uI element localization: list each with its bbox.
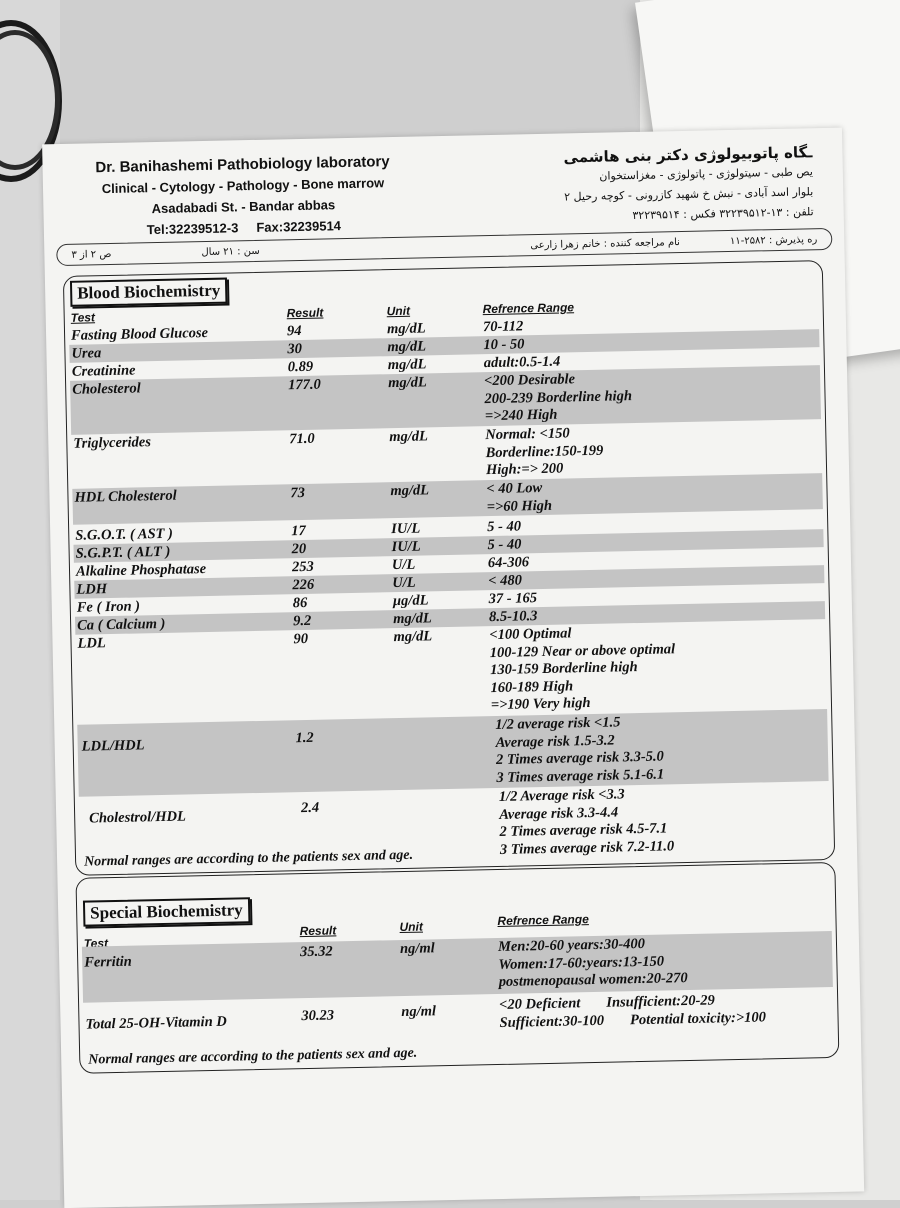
column-header-unit: Unit [399, 919, 424, 935]
special-biochemistry-section [75, 862, 839, 1074]
test-name: HDL Cholesterol [74, 487, 177, 506]
test-result: 86 [292, 594, 308, 612]
lab-address-en: Asadabadi St. - Bandar abbas [151, 197, 336, 217]
test-unit: U/L [391, 556, 416, 574]
patient-name: نام مراجعه کننده : خانم زهرا زارعی [530, 236, 681, 251]
test-name: Ca ( Calcium ) [77, 615, 166, 634]
test-result: 177.0 [288, 376, 321, 394]
test-unit: mg/dL [387, 338, 427, 356]
test-result: 17 [291, 522, 306, 540]
range-line: Men:20-60 years:30-400 [497, 935, 646, 956]
test-name: Alkaline Phosphatase [75, 561, 207, 580]
column-header-range: Refrence Range [497, 912, 589, 929]
range-insufficient: Insufficient:20-29 [606, 992, 715, 1011]
range-line: < 480 [488, 572, 523, 590]
test-unit: IU/L [391, 538, 421, 556]
test-unit: mg/dL [393, 628, 433, 646]
lab-info-persian [422, 142, 814, 230]
reference-range [488, 572, 522, 590]
range-line: 200-239 Borderline high [484, 387, 633, 407]
range-line: Women:17-60:years:13-150 [498, 953, 665, 973]
admission-number: ره پذیرش : ۲۵۸۲-۱۱ [729, 233, 818, 247]
range-line: 5 - 40 [487, 536, 522, 554]
reference-range [489, 608, 538, 627]
test-result: 30 [287, 340, 303, 358]
test-unit: mg/dL [387, 374, 427, 392]
test-unit: mg/dL [392, 610, 432, 628]
test-unit: µg/dL [392, 592, 429, 610]
range-line: 160-189 High [490, 677, 574, 696]
reference-range [489, 623, 676, 714]
column-header-result: Result [286, 305, 324, 321]
range-deficient: <20 Deficient [499, 995, 581, 1013]
reference-range [499, 785, 675, 859]
reference-range [499, 991, 766, 1032]
range-line: 100-129 Near or above optimal [489, 640, 676, 661]
test-name: S.G.P.T. ( ALT ) [75, 543, 171, 562]
test-unit: mg/dL [389, 428, 429, 446]
test-unit: ng/ml [399, 940, 435, 958]
column-header-range: Refrence Range [482, 300, 575, 317]
range-line: 1/2 average risk <1.5 [495, 714, 621, 734]
range-line: < 40 Low [486, 479, 543, 498]
range-line: 1/2 Average risk <3.3 [498, 786, 625, 805]
test-unit: IU/L [391, 520, 421, 538]
lab-address-fa: بلوار اسد آبادی - نبش خ شهید کازرونی - کوچه رحیل ۲ [564, 185, 814, 204]
lab-fax-en: Fax:32239514 [256, 218, 342, 235]
test-result: 73 [290, 484, 306, 502]
range-line: =>60 High [486, 497, 553, 515]
range-line: =>190 Very high [490, 695, 591, 714]
lab-services-en: Clinical - Cytology - Pathology - Bone marrow [101, 175, 385, 197]
test-result: 90 [293, 630, 309, 648]
patient-age: سن : ۲۱ سال [201, 245, 260, 258]
test-result: 1.2 [295, 729, 314, 747]
range-line: <100 Optimal [489, 625, 572, 644]
range-line: 3 Times average risk 5.1-6.1 [496, 765, 665, 786]
test-name: Fasting Blood Glucose [70, 324, 209, 344]
section-title: Blood Biochemistry [70, 278, 228, 307]
table-row [75, 619, 827, 725]
ranges-note: Normal ranges are according to the patients sex and age. [83, 847, 414, 870]
test-name: LDL/HDL [81, 737, 145, 755]
reference-range [487, 536, 521, 554]
lab-report-page [42, 128, 864, 1208]
range-line: adult:0.5-1.4 [483, 353, 561, 372]
reference-range [489, 590, 538, 609]
reference-range [487, 518, 521, 536]
test-name: LDH [76, 581, 108, 598]
lab-contact-fa: تلفن : ۱۳-۳۲۲۳۹۵۱۲ فکس : ۳۲۲۳۹۵۱۴ [632, 205, 814, 223]
test-unit: mg/dL [386, 320, 426, 338]
test-unit: mg/dL [387, 356, 427, 374]
range-line: Average risk 3.3-4.4 [499, 803, 619, 823]
range-line: 37 - 165 [488, 590, 538, 608]
test-name: Fe ( Iron ) [76, 598, 141, 616]
test-name: LDL [77, 635, 106, 652]
report-header [42, 128, 844, 247]
range-line: 2 Times average risk 4.5-7.1 [499, 820, 668, 840]
test-name: Cholestrol/HDL [89, 808, 187, 827]
lab-name-en: Dr. Banihashemi Pathobiology laboratory [95, 153, 390, 177]
section-title: Special Biochemistry [83, 897, 250, 926]
lab-services-fa: یص طبی - سیتولوژی - پاتولوژی - مغزاستخوان [599, 165, 813, 183]
test-unit: ng/ml [401, 1003, 437, 1021]
test-name: Total 25-OH-Vitamin D [85, 1013, 227, 1033]
test-result: 9.2 [292, 612, 312, 630]
range-line: Borderline:150-199 [485, 442, 604, 461]
range-line: 3 Times average risk 7.2-11.0 [499, 837, 675, 858]
range-line: 130-159 Borderline high [490, 659, 638, 679]
ranges-note: Normal ranges are according to the patients sex and age. [88, 1045, 418, 1068]
reference-range [498, 935, 688, 991]
test-name: Creatinine [71, 362, 136, 380]
reference-range [483, 336, 524, 354]
test-name: S.G.O.T. ( AST ) [75, 525, 174, 544]
reference-range [485, 425, 604, 480]
reference-range [495, 713, 664, 786]
range-line: Normal: <150 [485, 425, 570, 444]
reference-range [488, 554, 529, 572]
test-result: 94 [286, 322, 302, 340]
range-line: postmenopausal women:20-270 [498, 970, 688, 990]
page-indicator: ص ۲ از ۳ [71, 248, 112, 261]
range-sufficient: Sufficient:30-100 [499, 1012, 605, 1031]
range-line: 2 Times average risk 3.3-5.0 [495, 748, 665, 769]
reference-range [483, 318, 524, 336]
range-line: <200 Desirable [483, 371, 576, 390]
test-unit: mg/dL [390, 482, 430, 500]
test-name: Ferritin [84, 953, 132, 971]
test-name: Urea [71, 345, 102, 362]
range-line: Average risk 1.5-3.2 [495, 732, 615, 751]
test-result: 253 [291, 558, 314, 576]
reference-range [486, 480, 552, 516]
range-line: =>240 High [484, 406, 558, 425]
column-header-result: Result [299, 923, 337, 939]
blood-biochemistry-section [63, 260, 835, 876]
test-name: Triglycerides [73, 434, 152, 452]
range-line: High:=> 200 [485, 460, 564, 479]
lab-phone-en: Tel:32239512-3 [146, 220, 239, 238]
test-name: Cholesterol [72, 380, 141, 398]
column-header-test: Test [83, 936, 109, 951]
column-header-test: Test [70, 310, 96, 325]
range-toxicity: Potential toxicity:>100 [629, 1008, 767, 1028]
lab-info-english [72, 151, 414, 242]
test-result: 2.4 [300, 799, 320, 817]
range-line: 64-306 [487, 554, 530, 572]
range-line: 5 - 40 [487, 518, 522, 536]
test-result: 30.23 [301, 1007, 335, 1025]
range-line: 8.5-10.3 [488, 608, 538, 626]
test-result: 35.32 [299, 943, 333, 961]
reference-range [484, 370, 633, 426]
test-result: 20 [291, 540, 307, 558]
column-header-unit: Unit [386, 303, 411, 319]
range-line: 70-112 [482, 318, 524, 336]
test-result: 0.89 [287, 358, 314, 376]
range-line: 10 - 50 [483, 336, 525, 354]
test-result: 71.0 [289, 430, 315, 448]
test-result: 226 [292, 576, 315, 594]
test-unit: U/L [392, 574, 416, 592]
lab-name-fa: ـگاه پاتوبیولوژی دکتر بنی هاشمی [563, 143, 813, 167]
